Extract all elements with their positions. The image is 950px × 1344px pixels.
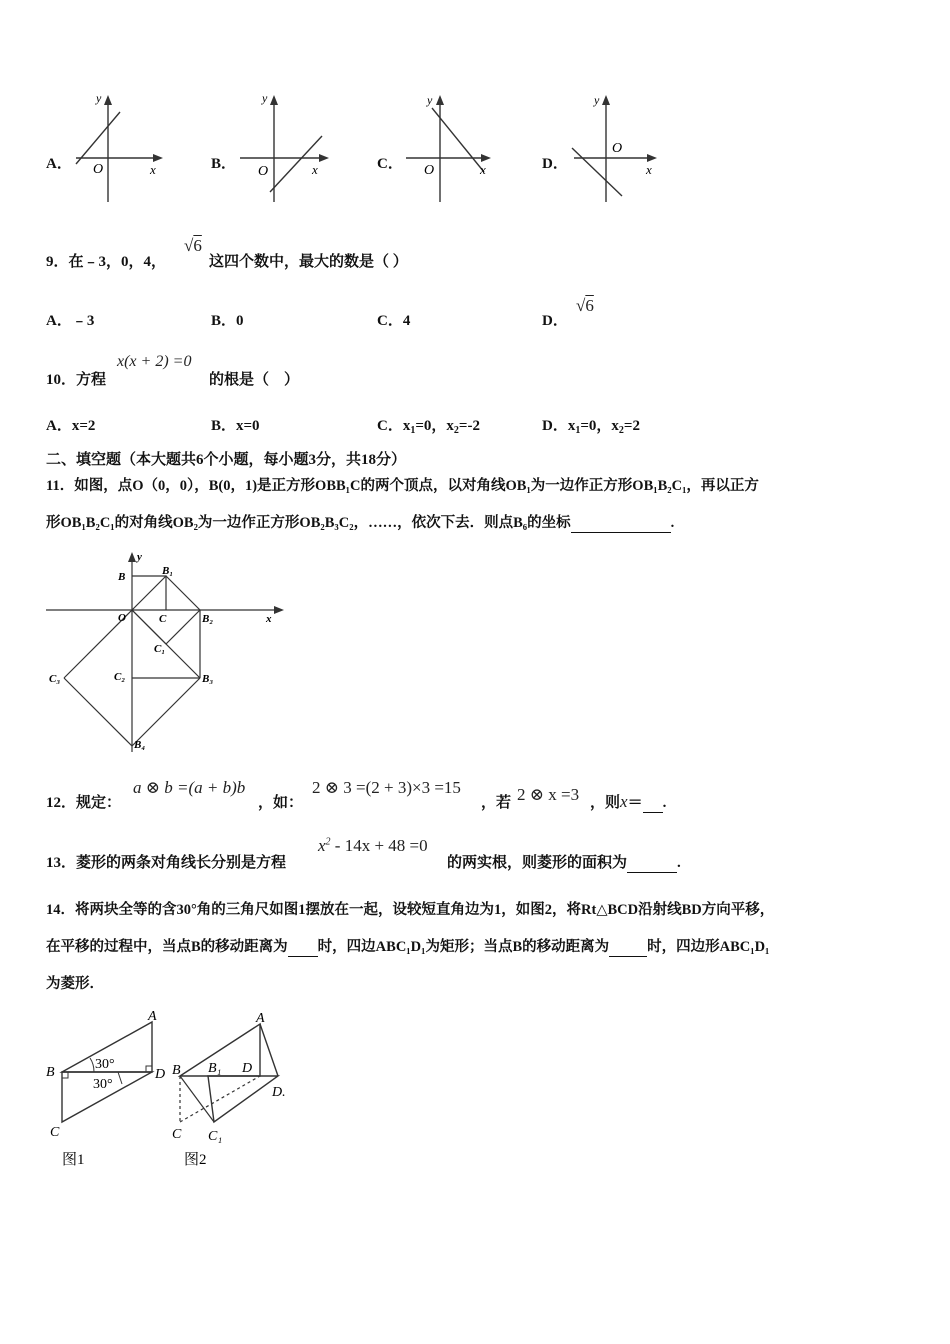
fig1-angle-1: 30° (95, 1057, 115, 1072)
fig-label-c2: C₂ (114, 671, 126, 683)
fig2-label-d1: D. (272, 1085, 286, 1100)
fig2-label-a: A (256, 1011, 265, 1026)
q13-prefix: 13．菱形的两条对角线长分别是方程 (46, 855, 287, 871)
q12-mid: ，如： (258, 795, 304, 811)
q9-stem-tail: 这四个数中，最大的数是（ ） (209, 254, 408, 270)
fig1-caption: 图1 (62, 1152, 85, 1168)
fig1-label-d: D (155, 1067, 166, 1082)
fig2-label-b1: B₁ (208, 1061, 222, 1076)
q12-example: 2 ⊗ 3 =(2 + 3)×3 =15 (312, 778, 461, 797)
q8-option-c-graph (396, 92, 506, 207)
fig1-label-b: B (46, 1065, 55, 1080)
fig-label-y: y (137, 551, 142, 563)
origin-label: O (93, 162, 104, 177)
fig-label-o: O (118, 612, 126, 624)
axis-label-x: x (150, 162, 156, 177)
fig-label-c3: C₃ (49, 673, 61, 685)
q14-figure-1 (40, 1004, 175, 1174)
fig-label-x: x (266, 613, 272, 625)
fig2-caption: 图2 (184, 1152, 207, 1168)
fig-label-b3: B₃ (202, 673, 214, 685)
q10-option-d: D．$x_1=0$，$x_2=2$ (542, 418, 640, 436)
q10-option-c: C．$x_1=0$，$x_2=-2$ (377, 418, 480, 436)
axis-label-y: y (427, 93, 433, 107)
q14-answer-blank-2[interactable] (609, 939, 647, 957)
q9-option-a: A．﹣3 (46, 313, 95, 329)
q10-stem-tail: 的根是（ ） (209, 372, 300, 388)
origin-label: O (258, 164, 269, 179)
q8-option-d-graph (562, 92, 672, 207)
fig2-label-b: B (172, 1063, 181, 1078)
q13-equation: $x^2 - 14x + 48 =0$ (318, 836, 428, 855)
fig1-label-a: A (148, 1009, 157, 1024)
q12-condition: 2 ⊗ x =3 (517, 785, 580, 804)
fig2-label-d: D (242, 1061, 253, 1076)
q14-line1: 14．将两块全等的含30°角的三角尺如图1摆放在一起，设较短直角边为1，如图2，将Rt△BCD沿射线BD方向平移， (46, 902, 775, 918)
q8-option-a-letter: A． (46, 156, 72, 172)
q11-figure (40, 548, 290, 758)
q10-option-a: A．x=2 (46, 418, 96, 434)
q9-option-d: D． (542, 313, 568, 329)
q11-line1: 11．如图，点O（0，0），B(0，1)是正方形OBB₁C的两个顶点，以对角线OB₁为一边作正方形OB₁B₂C₁，再以正方 (46, 478, 759, 494)
q14-figure-2 (168, 1004, 298, 1174)
axis-label-y: y (96, 92, 102, 105)
fig-label-c: C (159, 613, 167, 625)
q12-answer-blank[interactable] (643, 795, 663, 813)
q8-option-b-letter: B． (211, 156, 237, 172)
q10-option-b: B．x=0 (211, 418, 260, 434)
origin-label: O (424, 163, 435, 178)
q12-definition: a ⊗ b =(a + b)b (133, 778, 246, 797)
q9-option-b: B．0 (211, 313, 244, 329)
axis-label-x: x (480, 162, 486, 177)
fig-label-b: B (118, 571, 126, 583)
fig2-label-c1: C₁ (208, 1129, 223, 1144)
q12-if: ，若 (481, 795, 512, 811)
q9-option-c: C．4 (377, 313, 411, 329)
fig-label-c1: C₁ (154, 643, 166, 655)
q10-equation: x(x + 2) =0 (117, 353, 192, 370)
section-title: 二、填空题（本大题共6个小题，每小题3分，共18分） (46, 452, 407, 468)
q8-option-b-graph (230, 92, 340, 207)
q13-answer-blank[interactable] (627, 855, 677, 873)
q11-answer-blank[interactable] (571, 515, 671, 533)
fig1-label-c: C (50, 1125, 60, 1140)
axis-label-y: y (262, 92, 268, 105)
axis-label-x: x (312, 162, 318, 177)
q9-stem: 9．在﹣3，0，4， (46, 254, 167, 270)
fig-label-b1: B₁ (162, 565, 174, 577)
q8-option-d-letter: D． (542, 156, 568, 172)
fig-label-b4: B₄ (134, 739, 146, 751)
q14-answer-blank-1[interactable] (288, 939, 318, 957)
q9-radical: √6 (184, 236, 202, 255)
axis-label-y: y (594, 93, 600, 107)
q14-line3: 为菱形． (46, 976, 104, 992)
q10-stem: 10．方程 (46, 372, 107, 388)
q12-prefix: 12．规定： (46, 795, 122, 811)
fig2-label-c: C (172, 1127, 182, 1142)
q8-option-a-graph (64, 92, 174, 207)
q12-then: ，则x＝ . (590, 792, 667, 811)
q11-line2: 形OB₁B₂C₁的对角线OB₂为一边作正方形OB₂B₃C₂，……，依次下去．则点B₆的坐标 . (46, 515, 675, 531)
q13-suffix: 的两实根，则菱形的面积为 . (447, 855, 681, 871)
fig-label-b2: B₂ (202, 613, 214, 625)
q14-line2: 在平移的过程中，当点B的移动距离为 时，四边ABC₁D₁为矩形；当点B的移动距离为 时，四边形ABC₁D₁ (46, 939, 770, 955)
q8-option-c-letter: C． (377, 156, 403, 172)
q9-option-d-radical: √6 (576, 296, 594, 315)
axis-label-x: x (646, 162, 652, 177)
origin-label: O (612, 141, 623, 156)
fig1-angle-2: 30° (93, 1077, 113, 1092)
